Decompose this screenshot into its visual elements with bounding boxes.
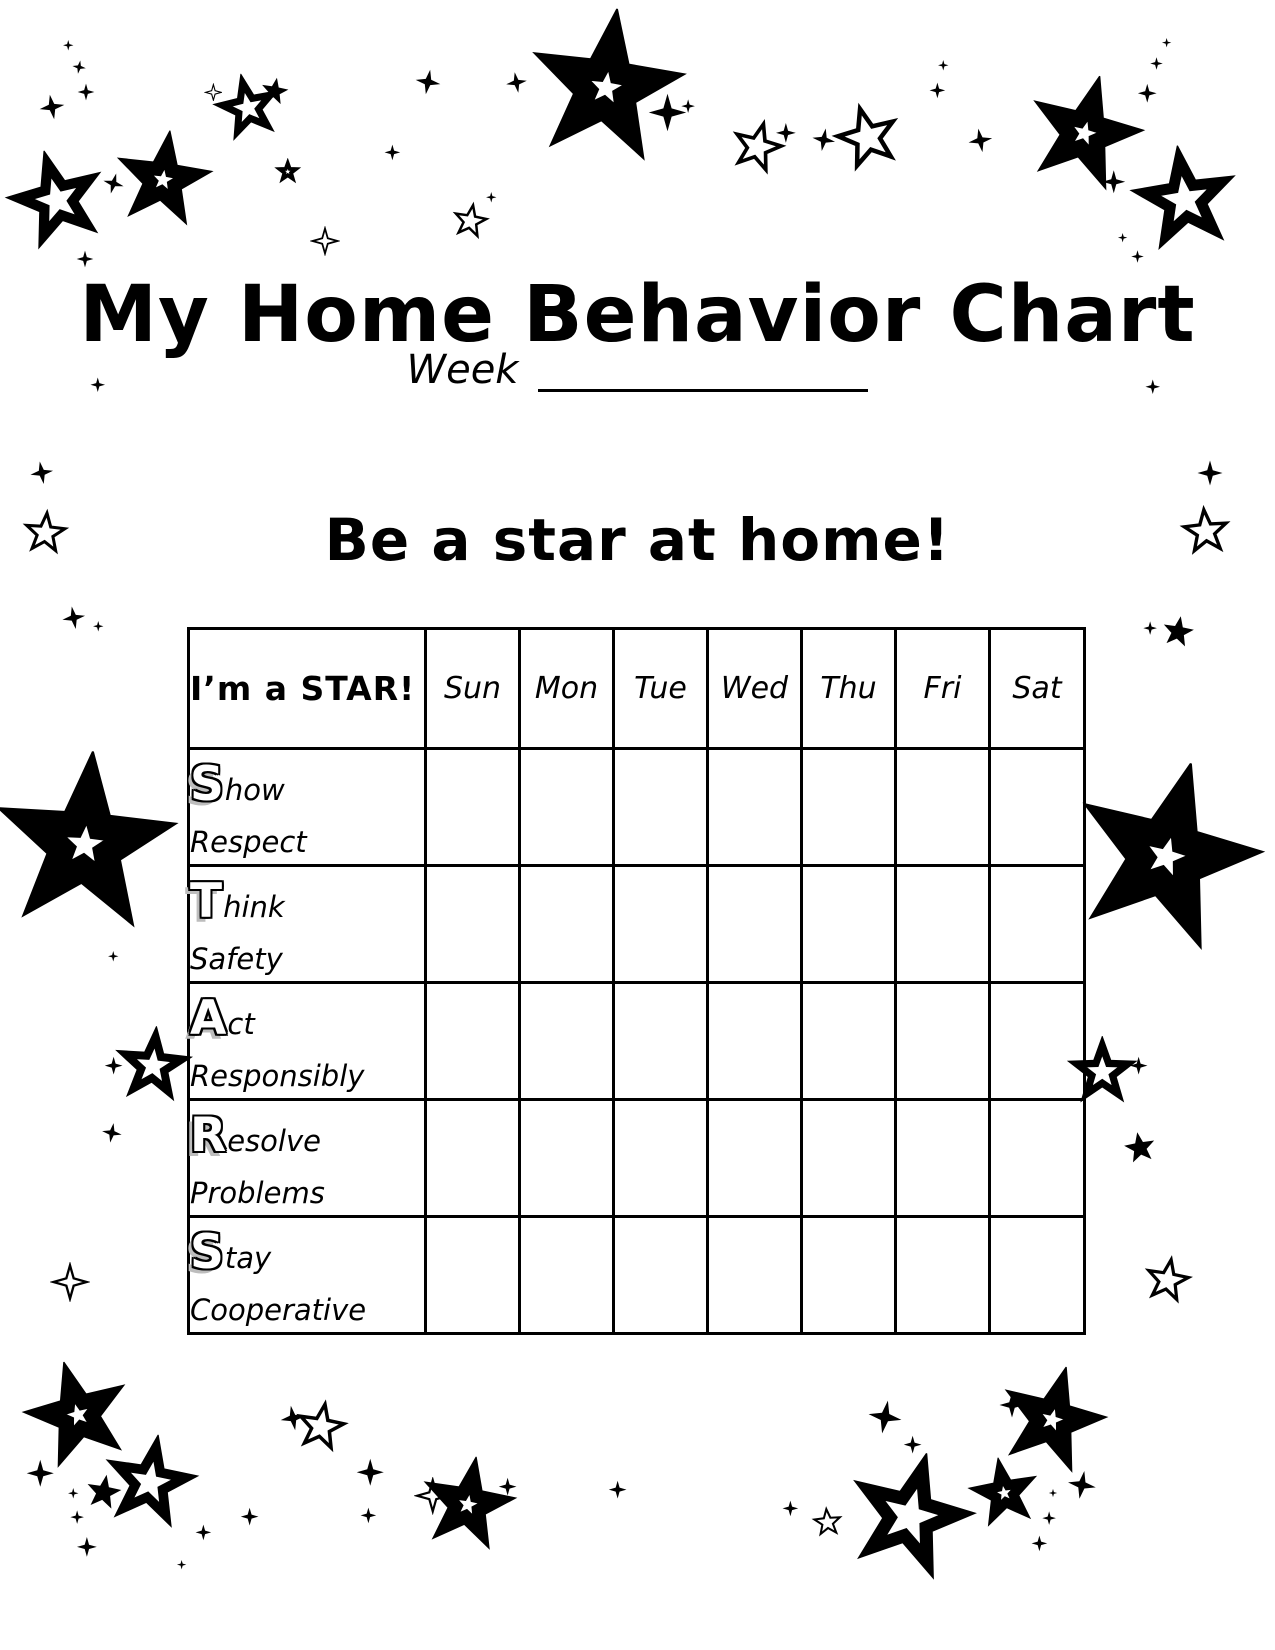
day-cell[interactable]	[708, 1100, 802, 1217]
week-blank-line[interactable]	[538, 343, 868, 392]
column-header-tue: Tue	[614, 629, 708, 749]
day-cell[interactable]	[990, 1100, 1085, 1217]
drop-cap: T	[190, 874, 223, 929]
row-label-stay-cooperative: Stay Cooperative	[189, 1217, 426, 1334]
drop-cap: R	[190, 1108, 227, 1163]
table-header-row	[189, 629, 1085, 749]
drop-cap: S	[190, 757, 224, 812]
table-row-stay-cooperative	[189, 1217, 1085, 1334]
day-cell[interactable]	[990, 749, 1085, 866]
day-cell[interactable]	[426, 866, 520, 983]
day-cell[interactable]	[896, 1217, 990, 1334]
drop-cap: A	[190, 991, 227, 1046]
day-cell[interactable]	[426, 983, 520, 1100]
day-cell[interactable]	[990, 1217, 1085, 1334]
row-label-think-safety: Think Safety	[189, 866, 426, 983]
day-cell[interactable]	[802, 983, 896, 1100]
day-cell[interactable]	[990, 983, 1085, 1100]
day-cell[interactable]	[896, 866, 990, 983]
day-cell[interactable]	[802, 866, 896, 983]
day-cell[interactable]	[802, 749, 896, 866]
day-cell[interactable]	[426, 1217, 520, 1334]
column-header-wed: Wed	[708, 629, 802, 749]
day-cell[interactable]	[426, 749, 520, 866]
row-label-act-responsibly: Act Responsibly	[189, 983, 426, 1100]
day-cell[interactable]	[520, 1100, 614, 1217]
table-row-resolve-problems	[189, 1100, 1085, 1217]
day-cell[interactable]	[520, 866, 614, 983]
week-label: Week	[406, 347, 519, 393]
day-cell[interactable]	[520, 749, 614, 866]
column-header-fri: Fri	[896, 629, 990, 749]
column-header-thu: Thu	[802, 629, 896, 749]
behavior-table	[187, 627, 1086, 1335]
day-cell[interactable]	[520, 983, 614, 1100]
day-cell[interactable]	[614, 866, 708, 983]
day-cell[interactable]	[708, 983, 802, 1100]
day-cell[interactable]	[896, 983, 990, 1100]
day-cell[interactable]	[614, 749, 708, 866]
day-cell[interactable]	[896, 749, 990, 866]
column-header-sat: Sat	[990, 629, 1085, 749]
drop-cap: S	[190, 1225, 224, 1280]
day-cell[interactable]	[614, 1100, 708, 1217]
subtitle-be-a-star: Be a star at home!	[324, 506, 951, 575]
table-corner-label: I’m a STAR!	[189, 629, 426, 749]
day-cell[interactable]	[708, 1217, 802, 1334]
day-cell[interactable]	[802, 1100, 896, 1217]
column-header-sun: Sun	[426, 629, 520, 749]
day-cell[interactable]	[802, 1217, 896, 1334]
day-cell[interactable]	[614, 1217, 708, 1334]
table-row-think-safety	[189, 866, 1085, 983]
column-header-mon: Mon	[520, 629, 614, 749]
row-label-show-respect: Show Respect	[189, 749, 426, 866]
row-label-resolve-problems: Resolve Problems	[189, 1100, 426, 1217]
week-row	[0, 340, 1275, 392]
page-title: My Home Behavior Chart	[79, 270, 1196, 361]
table-row-show-respect	[189, 749, 1085, 866]
day-cell[interactable]	[520, 1217, 614, 1334]
day-cell[interactable]	[708, 866, 802, 983]
day-cell[interactable]	[614, 983, 708, 1100]
table-row-act-responsibly	[189, 983, 1085, 1100]
day-cell[interactable]	[708, 749, 802, 866]
day-cell[interactable]	[896, 1100, 990, 1217]
day-cell[interactable]	[990, 866, 1085, 983]
day-cell[interactable]	[426, 1100, 520, 1217]
